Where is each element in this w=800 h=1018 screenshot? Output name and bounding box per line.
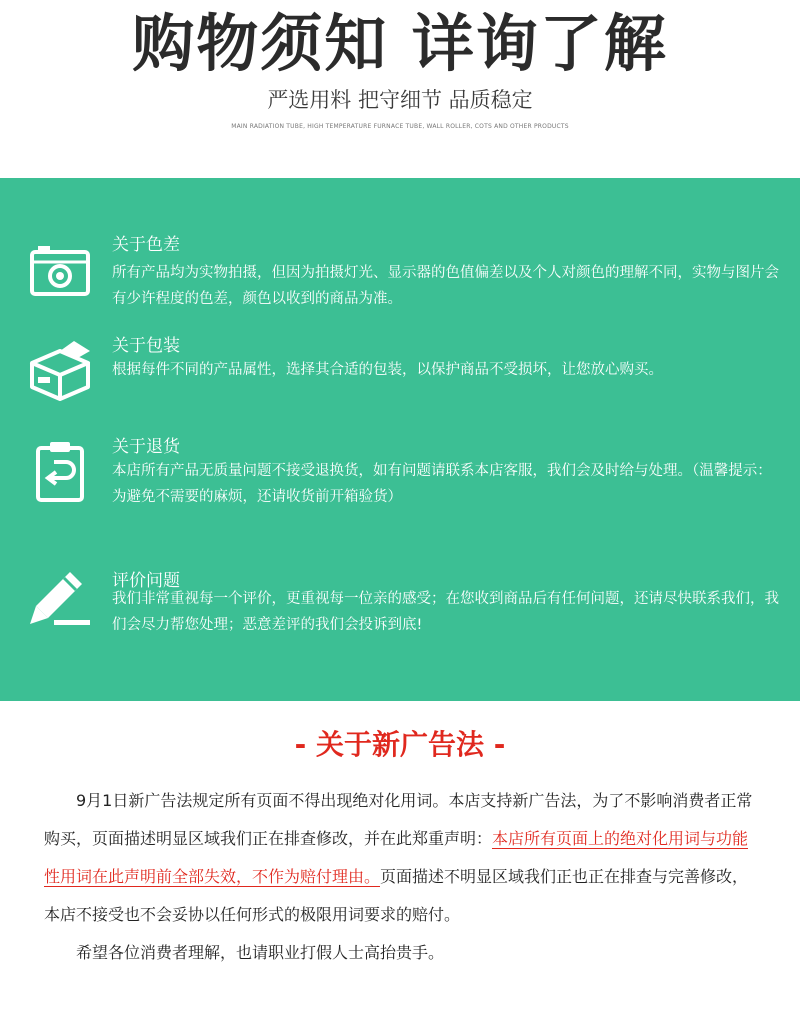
return-clipboard-icon <box>28 438 92 502</box>
ad-law-statement <box>44 782 758 972</box>
ad-law-paragraph <box>44 782 758 934</box>
page-tagline: MAIN RADIATION TUBE, HIGH TEMPERATURE FURNACE TUBE, WALL ROLLER, COTS AND OTHER PRODUCTS <box>231 123 569 130</box>
item-body: 根据每件不同的产品属性，选择其合适的包装，以保护商品不受损坏，让您放心购买。 <box>112 362 663 378</box>
item-body: 我们非常重视每一个评价，更重视每一位亲的感受；在您收到商品后有任何问题，还请尽快联系我们，我们会尽力帮您处理；恶意差评的我们会投诉到底! <box>112 591 779 633</box>
ad-law-title: - 关于新广告法 - <box>294 728 506 761</box>
box-icon <box>28 337 92 401</box>
ad-law-closing: 希望各位消费者理解，也请职业打假人士高抬贵手。 <box>76 943 445 962</box>
item-title: 关于包装 <box>112 336 180 356</box>
statement-text-continued: 页面描述不明显区域我们正也正在排查与完善修改，本店不接受也不会妥协以任何形式的极限用词要求的赔付。 <box>44 867 749 924</box>
notice-panel <box>0 178 800 701</box>
statement-text: 9月1日新广告法规定所有页面不得出现绝对化用词。本店支持新广告法，为了不影响消费者正常购买，页面描述明显区域我们正在排查修改，并在此郑重声明： <box>44 791 753 848</box>
pencil-icon <box>28 568 92 632</box>
item-title: 关于退货 <box>112 437 180 457</box>
item-title: 关于色差 <box>112 235 180 255</box>
statement-highlight: 本店所有页面上的绝对化用词与功能性用词在此声明前全部失效，不作为赔付理由。 <box>44 829 749 886</box>
header <box>0 0 800 178</box>
page-title: 购物须知 详询了解 <box>132 7 668 80</box>
item-title: 评价问题 <box>112 571 180 591</box>
item-body: 本店所有产品无质量问题不接受退换货，如有问题请联系本店客服，我们会及时给与处理。（温馨提示：为避免不需要的麻烦，还请收货前开箱验货） <box>112 463 772 505</box>
camera-icon <box>28 240 92 304</box>
item-body: 所有产品均为实物拍摄，但因为拍摄灯光、显示器的色值偏差以及个人对颜色的理解不同，实物与图片会有少许程度的色差，颜色以收到的商品为准。 <box>112 265 779 307</box>
page-subtitle: 严选用料 把守细节 品质稳定 <box>267 88 533 112</box>
